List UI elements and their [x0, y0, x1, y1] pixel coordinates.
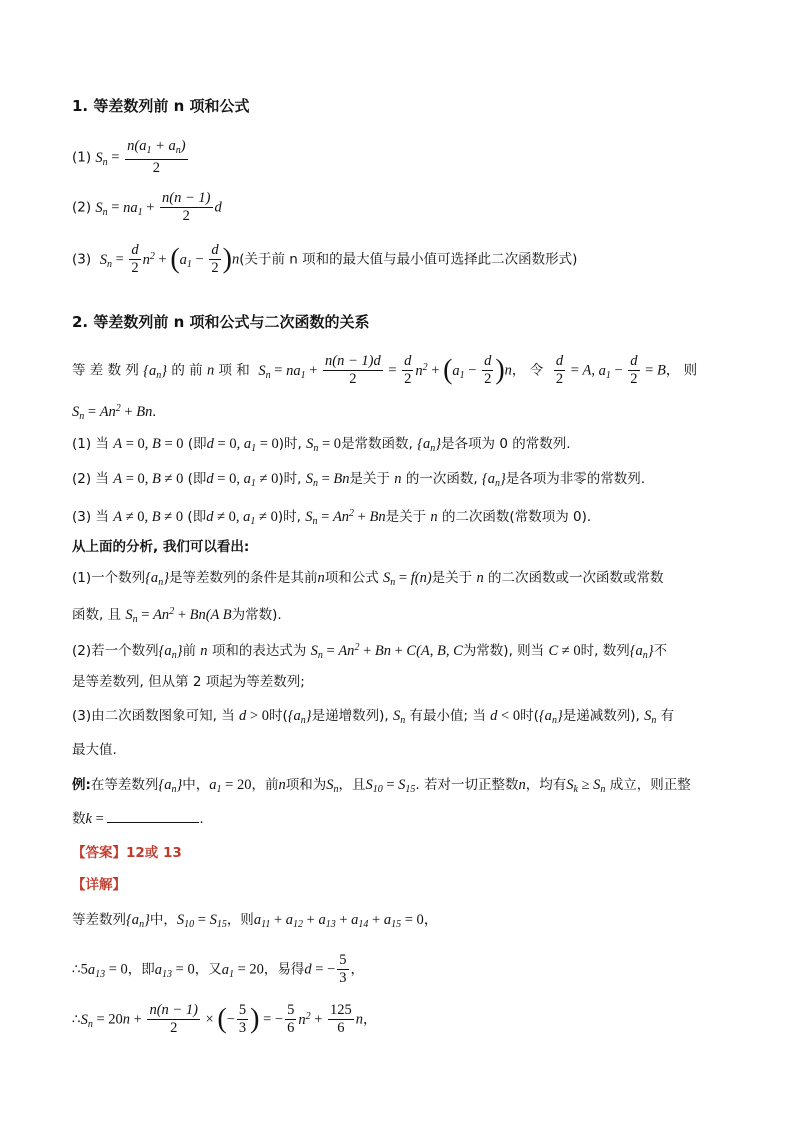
- answer-label: 【答案】: [72, 845, 126, 861]
- point-1: (1)一个数列$\{a_n\}$是等差数列的条件是其前n项和公式 $S_n = f(n)$是关于 n 的二次函数或一次函数或常数: [72, 570, 664, 588]
- case-2: (2) 当 A = 0, B ≠ 0 (即d = 0, $a_1 \ne 0$)时, $S_n = Bn$是关于 n 的一次函数, $\{a_n\}$是各项为非零的常数列.: [72, 471, 646, 489]
- case-1: (1) 当 A = 0, B = 0 (即d = 0, $a_1 = 0$)时, $S_n = 0$是常数函数, $\{a_n\}$是各项为 0 的常数列.: [72, 436, 571, 454]
- example-line-1: 例:在等差数列$\{a_n\}$中，$a_1 = 20$，前n项和为$S_n$，且$S_{10} = S_{15}$. 若对一切正整数n，均有$S_k \ge S_n$ 成立，则正整: [72, 777, 691, 795]
- point-1-cont: 函数, 且 $S_n = An^2 + Bn(A$ B为常数).: [72, 606, 282, 625]
- answer-blank: [107, 808, 199, 823]
- point-3: (3)由二次函数图象可知, 当 d > 0时($\{a_n\}$是递增数列), $S_n$ 有最小值; 当 d < 0时($\{a_n\}$是递减数列), $S_n$ 有: [72, 708, 675, 726]
- answer-value: 12或 13: [126, 845, 182, 861]
- point-2: (2)若一个数列$\{a_n\}$前 n 项和的表达式为 $S_n = An^2 + Bn + C(A$, B, C为常数), 则当 C ≠ 0时, 数列$\{a_n\}$不: [72, 642, 668, 661]
- detail-line-1: 等差数列$\{a_n\}$中，$S_{10} = S_{15}$，则$a_{11} + a_{12} + a_{13} + a_{14} + a_{15} = 0$，: [72, 912, 439, 930]
- intro-line: 等 差 数 列 $\{a_n\}$ 的 前 n 项 和 $S_n = na_1$ + $\frac{n(n - 1)d}{2}$ = $\frac{d}{2}$ $n^2 + (a_1$ − $\frac{d}{2}$ )n， 令 $\frac{d}{2}$ = A, $a_1$ − $\frac{d}{2}$ = B， 则: [72, 353, 698, 387]
- case-3: (3) 当 A ≠ 0, B ≠ 0 (即d ≠ 0, $a_1 \ne 0$)时, $S_n = An^2 + Bn$是关于 n 的二次函数(常数项为 0).: [72, 508, 592, 527]
- formula-3-note: (关于前 n 项和的最大值与最小值可选择此二次函数形式): [239, 251, 578, 268]
- analysis-title: 从上面的分析, 我们可以看出:: [72, 539, 250, 555]
- formula-3: (3) $S_n$ = $\frac{d}{2}$ $n^2 + (a_1$ − $\frac{d}{2}$ )n(关于前 n 项和的最大值与最小值可选择此二次函数形式): [72, 242, 578, 276]
- formula-1: (1) $S_n$ = $\frac{n(a_1 + a_n)}{2}$: [72, 138, 186, 176]
- section-1-title: 1. 等差数列前 n 项和公式: [72, 97, 250, 115]
- intro-result: $S_n = An^2 + Bn$.: [72, 403, 156, 422]
- formula-2: (2) $S_n = na_1$ + $\frac{n(n - 1)}{2}$ d: [72, 190, 222, 224]
- detail-label: 【详解】: [72, 877, 126, 893]
- detail-line-2: $\therefore 5a_{13} = 0$，即$a_{13} = 0$，又$a_1 = 20$，易得d = − $\frac{5}{3}$ ，: [72, 952, 365, 986]
- section-2-title: 2. 等差数列前 n 项和公式与二次函数的关系: [72, 313, 370, 331]
- detail-line-3: $\therefore S_n = 20n$ + $\frac{n(n - 1)}{2}$ × (− $\frac{5}{3}$ ) = − $\frac{5}{6}$ $n^2$ + $\frac{125}{6}$ n，: [72, 1002, 377, 1036]
- point-3-cont: 最大值.: [72, 742, 117, 758]
- example-line-2: 数k = .: [72, 808, 204, 829]
- point-2-cont: 是等差数列, 但从第 2 项起为等差数列;: [72, 674, 305, 690]
- answer-line: [72, 843, 182, 863]
